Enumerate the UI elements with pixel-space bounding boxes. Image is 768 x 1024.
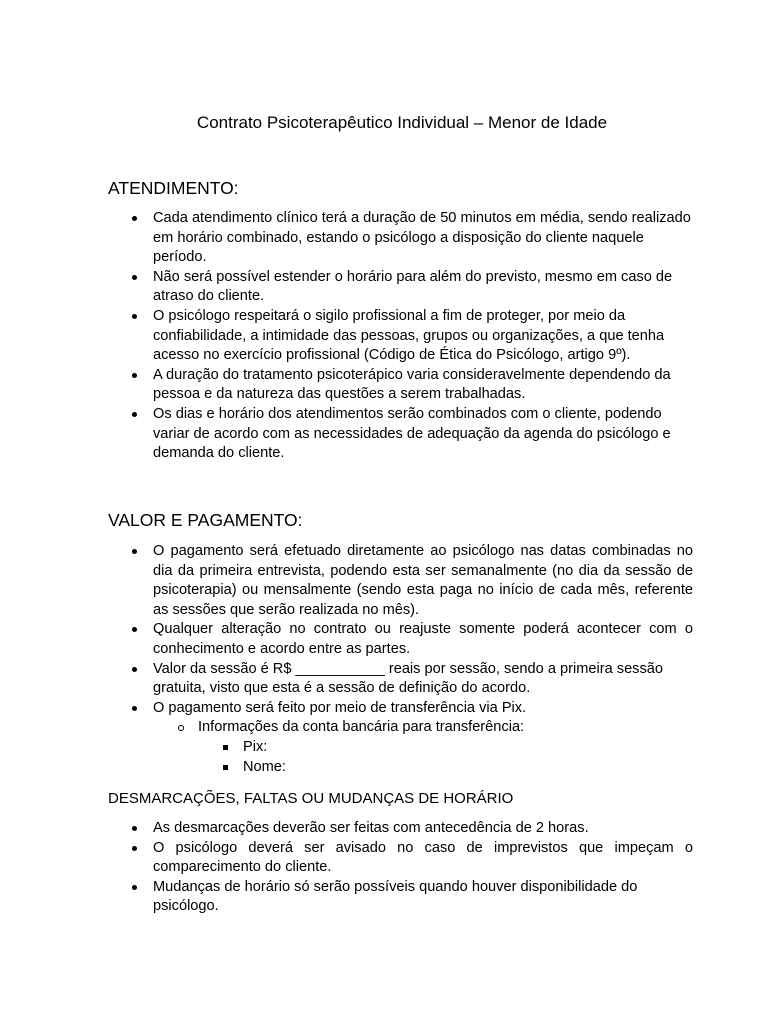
list-item: Mudanças de horário só serão possíveis quando houver disponibilidade do psicólogo.	[108, 878, 693, 917]
list-item: As desmarcações deverão ser feitas com antecedência de 2 horas.	[108, 819, 693, 839]
bank-info-list	[153, 718, 693, 777]
list-item: Os dias e horário dos atendimentos serão combinados com o cliente, podendo variar de acordo com as necessidades de adequação da agenda do psicólogo e demanda do cliente.	[108, 405, 693, 464]
section-heading-atendimento: ATENDIMENTO:	[108, 178, 239, 198]
list-item	[108, 699, 693, 777]
bank-details-list	[198, 738, 693, 777]
list-item: Cada atendimento clínico terá a duração de 50 minutos em média, sendo realizado em horário combinado, estando o psicólogo a disposição do cliente naquele período.	[108, 209, 693, 268]
valor-pagamento-list	[108, 542, 693, 777]
section-heading-valor-pagamento: VALOR E PAGAMENTO:	[108, 510, 303, 530]
list-item: O pagamento será efetuado diretamente ao psicólogo nas datas combinadas no dia da primeira entrevista, podendo esta ser semanalmente (no dia da sessão de psicoterapia) ou mensalmente (sendo esta paga no início de cada mês, referente as sessões que serão realizada no mês).	[108, 542, 693, 620]
list-item: O psicólogo respeitará o sigilo profissional a fim de proteger, por meio da confiabilidade, a intimidade das pessoas, grupos ou organizações, a que tenha acesso no exercício profissional (Código de Ética do Psicólogo, artigo 9º).	[108, 307, 693, 366]
list-item: A duração do tratamento psicoterápico varia consideravelmente dependendo da pessoa e da natureza das questões a serem trabalhadas.	[108, 366, 693, 405]
sub-list-item	[153, 718, 693, 777]
atendimento-list	[108, 209, 693, 464]
list-item: Não será possível estender o horário para além do previsto, mesmo em caso de atraso do cliente.	[108, 268, 693, 307]
list-item: O psicólogo deverá ser avisado no caso de imprevistos que impeçam o comparecimento do cliente.	[108, 839, 693, 878]
document-title: Contrato Psicoterapêutico Individual – Menor de Idade	[196, 113, 608, 132]
name-field-label: Nome:	[198, 758, 693, 778]
list-item-text: O pagamento será feito por meio de transferência via Pix.	[153, 699, 527, 716]
list-item: Qualquer alteração no contrato ou reajuste somente poderá acontecer com o conhecimento e acordo entre as partes.	[108, 620, 693, 659]
bank-info-label: Informações da conta bancária para transferência:	[198, 719, 525, 736]
pix-field-label: Pix:	[198, 738, 693, 758]
list-item: Valor da sessão é R$ ___________ reais por sessão, sendo a primeira sessão gratuita, visto que esta é a sessão de definição do acordo.	[108, 660, 693, 699]
desmarcacoes-list	[108, 819, 693, 917]
section-heading-desmarcacoes: DESMARCAÇÕES, FALTAS OU MUDANÇAS DE HORÁRIO	[108, 790, 514, 807]
